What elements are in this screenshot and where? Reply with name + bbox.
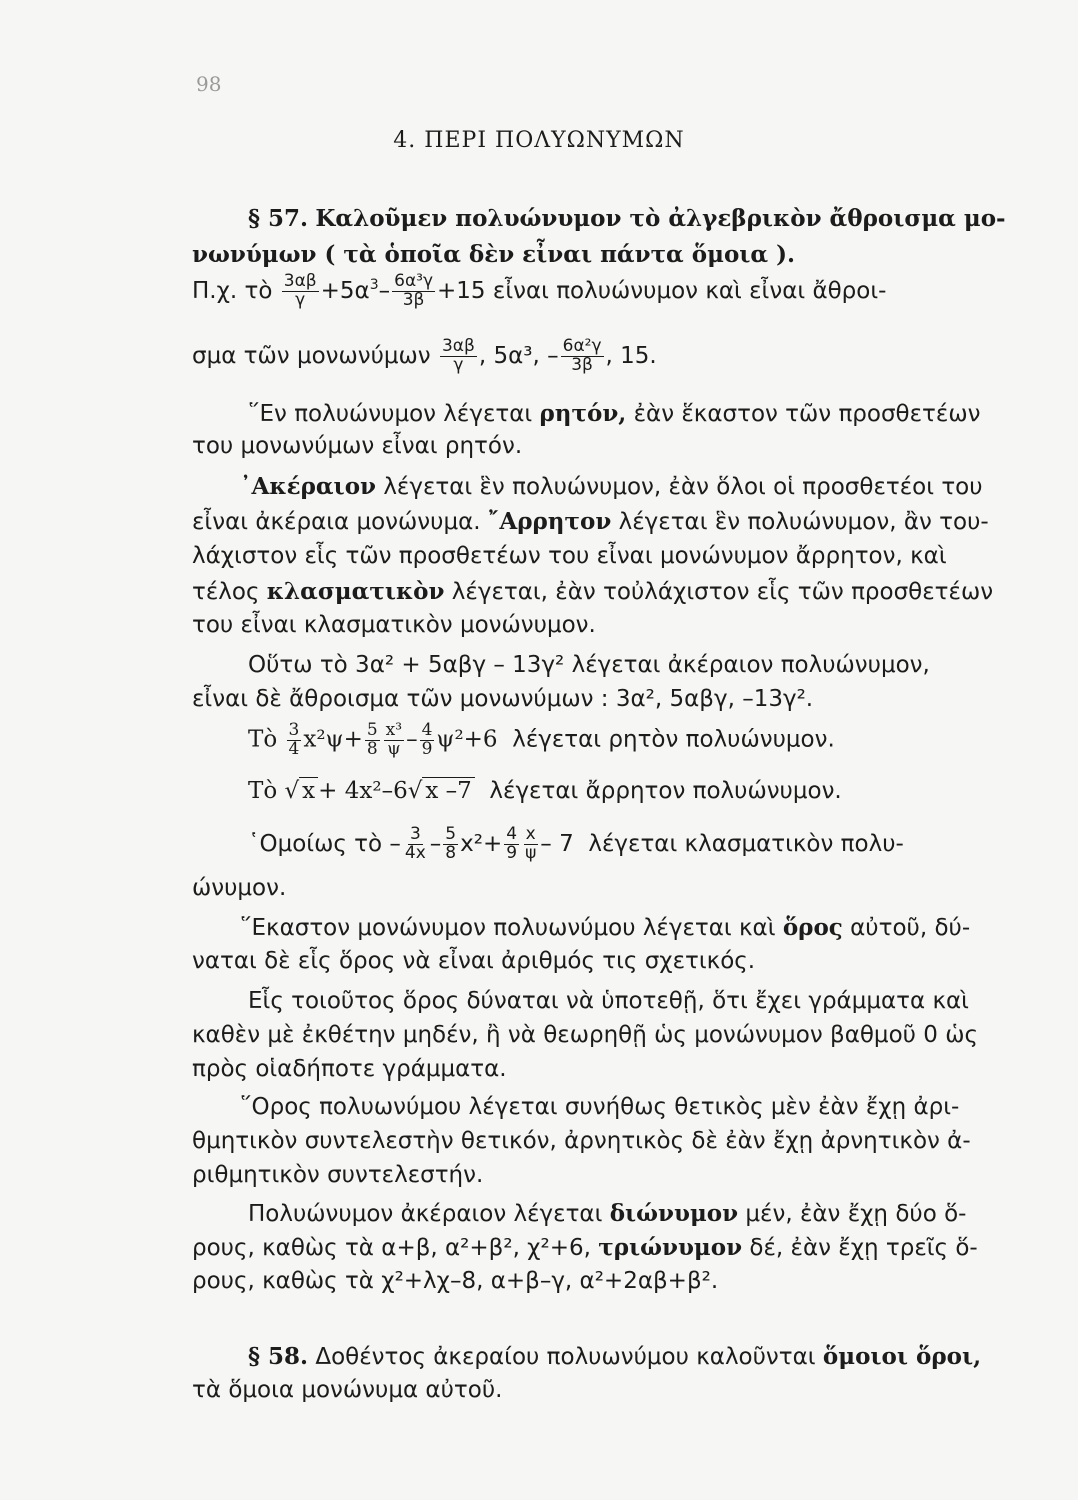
fraction: $\frac{4}{9}$ (506, 824, 518, 863)
example-fractional-polynomial: ῾Ομοίως τὸ – $\frac{3}{4x}$ – $\frac{5}{8}$ x²+ $\frac{4}{9}$ $\frac{x}{\psi}$ – 7 λέγεται κλασματικὸν πολυ- (248, 824, 904, 863)
fraction: $\frac{5}{8}$ (366, 720, 378, 759)
coefficient-line1: ῞Ορος πολυωνύμου λέγεται συνήθως θετικὸς μὲν ἐὰν ἔχῃ ἀρι- (240, 1094, 960, 1120)
s58-section-mark: § 58. (248, 1343, 309, 1370)
fraction: $\frac{3}{4}$ (288, 720, 300, 759)
constant-term-line1: Εἷς τοιοῦτος ὅρος δύναται νὰ ὑποτεθῇ, ὅτι ἔχει γράμματα καὶ (248, 988, 969, 1014)
irrational-definition: εἶναι ἀκέραια μονώνυμα. ῎Αρρητον λέγεται ἓν πολυώνυμον, ἂν του- (192, 508, 989, 535)
fraction: $\frac{3\alpha\beta}{\gamma}$ (441, 336, 475, 375)
example-integer-monomials: εἶναι δὲ ἄθροισμα τῶν μονωνύμων : 3α², 5αβγ, –13γ². (192, 686, 814, 712)
example-rational-polynomial: Τὸ $\frac{3}{4}$ x²ψ+ $\frac{5}{8}$ $\frac{\text{x³}}{\psi}$ – $\frac{4}{9}$ ψ²+6 λέγεται ρητὸν πολυώνυμον. (248, 720, 835, 759)
rational-line2: του μονωνύμων εἶναι ρητόν. (192, 433, 523, 459)
integer-definition: ᾿Ακέραιον λέγεται ἓν πολυώνυμον, ἐὰν ὅλοι οἱ προσθετέοι του (240, 473, 983, 500)
s57-section-mark: § 57. (248, 205, 309, 232)
page-number: 98 (196, 72, 222, 96)
trinomial-definition: ρους, καθὼς τὰ α+β, α²+β², χ²+6, τριώνυμον δέ, ἐὰν ἔχῃ τρεῖς ὅ- (192, 1234, 978, 1261)
coefficient-line2: θμητικὸν συντελεστὴν θετικόν, ἀρνητικὸς δὲ ἐὰν ἔχῃ ἀρνητικὸν ἀ- (192, 1128, 971, 1154)
fraction: $\frac{3\alpha\beta}{\gamma}$ (283, 271, 317, 310)
irrational-line2: λάχιστον εἷς τῶν προσθετέων του εἶναι μονώνυμον ἄρρητον, καὶ (192, 543, 947, 569)
fractional-definition: τέλος κλασματικὸν λέγεται, ἐὰν τοὐλάχιστον εἷς τῶν προσθετέων (192, 578, 994, 605)
square-root: x –7 (422, 777, 474, 804)
trinomial-examples: ρους, καθὼς τὰ χ²+λχ–8, α+β–γ, α²+2αβ+β². (192, 1268, 719, 1294)
fraction: $\frac{\text{6α²γ}}{3\beta}$ (562, 336, 602, 375)
constant-term-line3: πρὸς οἱαδήποτε γράμματα. (192, 1056, 507, 1082)
square-root: x (299, 777, 318, 804)
fraction: $\frac{3}{4x}$ (404, 824, 426, 863)
fraction: $\frac{\text{x³}}{\psi}$ (385, 720, 403, 759)
fraction: $\frac{4}{9}$ (421, 720, 433, 759)
binomial-definition: Πολυώνυμον ἀκέραιον λέγεται διώνυμον μέν, ἐὰν ἔχῃ δύο ὅ- (248, 1200, 967, 1227)
fractional-line2: του εἶναι κλασματικὸν μονώνυμον. (192, 612, 596, 638)
term-line2: ναται δὲ εἷς ὅρος νὰ εἶναι ἀριθμός τις σχετικός. (192, 948, 756, 974)
s58-definition: § 58. Δοθέντος ἀκεραίου πολυωνύμου καλοῦνται ὅμοιοι ὅροι, (248, 1343, 982, 1370)
example-irrational-polynomial: Τὸ √ x + 4x²–6√ x –7 λέγεται ἄρρητον πολυώνυμον. (248, 778, 842, 804)
s57-intro-line2: νωνύμων ( τὰ ὁποῖα δὲν εἶναι πάντα ὅμοια ). (192, 241, 796, 268)
s58-line2: τὰ ὅμοια μονώνυμα αὐτοῦ. (192, 1377, 503, 1403)
s57-intro-line1: § 57. Καλοῦμεν πολυώνυμον τὸ ἀλγεβρικὸν ἄθροισμα μο- (248, 205, 1006, 232)
fraction: $\frac{\text{6α³γ}}{3\beta}$ (394, 271, 434, 310)
chapter-title: 4. ΠΕΡΙ ΠΟΛΥΩΝΥΜΩΝ (393, 128, 685, 153)
fractional-example-line2: ώνυμον. (192, 875, 287, 901)
constant-term-line2: καθὲν μὲ ἐκθέτην μηδέν, ἢ νὰ θεωρηθῇ ὡς μονώνυμον βαθμοῦ 0 ὡς (192, 1022, 978, 1048)
term-definition: ῞Εκαστον μονώνυμον πολυωνύμου λέγεται καὶ ὅρος αὐτοῦ, δύ- (240, 914, 971, 941)
fraction: $\frac{5}{8}$ (445, 824, 457, 863)
example-first-polynomial: Π.χ. τὸ $\frac{3\alpha\beta}{\gamma}$ $+5\alpha^3-$ $\frac{\text{6α³γ}}{3\beta}$ +15 εἶναι πολυώνυμον καὶ εἶναι ἄθροι- (192, 271, 887, 310)
rational-definition: ῞Εν πολυώνυμον λέγεται ρητόν, ἐὰν ἕκαστον τῶν προσθετέων (248, 400, 981, 427)
coefficient-line3: ριθμητικὸν συντελεστήν. (192, 1162, 484, 1188)
fraction: $\frac{x}{\psi}$ (525, 824, 537, 863)
example-integer-polynomial: Οὕτω τὸ 3α² + 5αβγ – 13γ² λέγεται ἀκέραιον πολυώνυμον, (248, 652, 930, 678)
monomial-list-line: σμα τῶν μονωνύμων $\frac{3\alpha\beta}{\gamma}$ , 5α³, – $\frac{\text{6α²γ}}{3\beta}$ , 15. (192, 336, 657, 375)
